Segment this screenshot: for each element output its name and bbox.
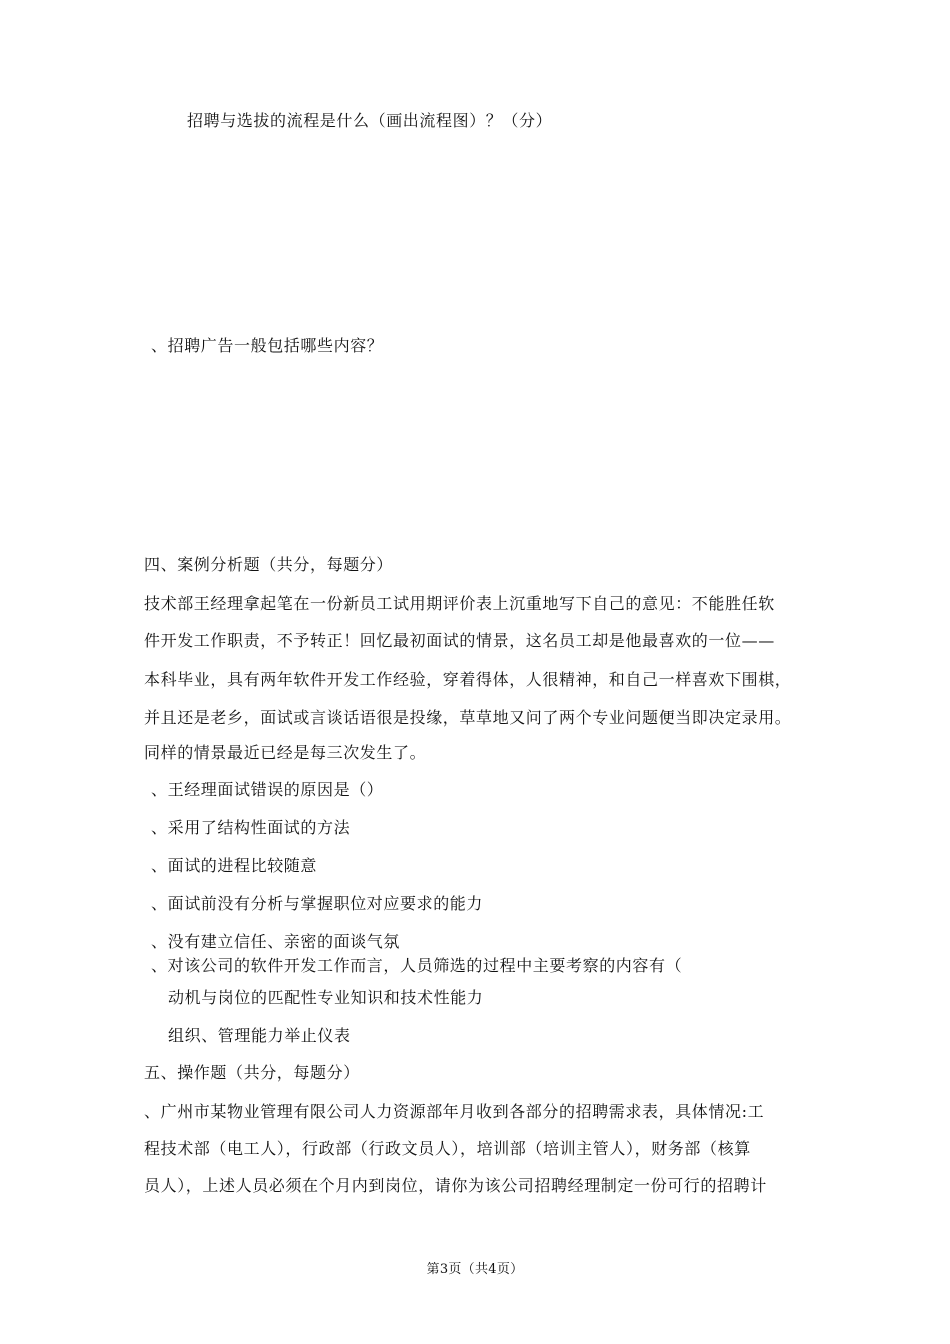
case-question-1: 、王经理面试错误的原因是（） (151, 780, 384, 799)
case-question-1-option: 、面试的进程比较随意 (151, 856, 318, 875)
section-5-heading: 五、操作题（共分，每题分） (144, 1063, 360, 1082)
case-paragraph-line: 本科毕业，具有两年软件开发工作经验，穿着得体，人很精神，和自己一样喜欢下围棋， (144, 670, 792, 689)
operation-question-line: 、广州市某物业管理有限公司人力资源部年月收到各部分的招聘需求表，具体情况:工 (144, 1102, 765, 1121)
case-question-1-option: 、面试前没有分析与掌握职位对应要求的能力 (151, 894, 484, 913)
case-paragraph-line: 并且还是老乡，面试或言谈话语很是投缘，草草地又问了两个专业问题便当即决定录用。 (144, 708, 792, 727)
case-paragraph-line: 同样的情景最近已经是每三次发生了。 (144, 743, 427, 762)
case-paragraph-line: 件开发工作职责，不予转正！回忆最初面试的情景，这名员工却是他最喜欢的一位—— (144, 631, 775, 650)
case-question-2-option: 动机与岗位的匹配性专业知识和技术性能力 (168, 988, 484, 1007)
case-question-1-option: 、采用了结构性面试的方法 (151, 818, 351, 837)
operation-question-line: 程技术部（电工人），行政部（行政文员人），培训部（培训主管人），财务部（核算 (144, 1139, 751, 1158)
question-process: 招聘与选拔的流程是什么（画出流程图）？（分） (187, 111, 553, 130)
question-recruitment-ad: 、招聘广告一般包括哪些内容？ (151, 336, 384, 355)
operation-question-line: 员人），上述人员必须在个月内到岗位，请你为该公司招聘经理制定一份可行的招聘计 (144, 1176, 767, 1195)
case-question-1-option: 、没有建立信任、亲密的面谈气氛 (151, 932, 401, 951)
case-question-2: 、对该公司的软件开发工作而言，人员筛选的过程中主要考察的内容有（ (151, 956, 683, 975)
page-footer: 第3页（共4页） (426, 1262, 524, 1277)
case-question-2-option: 组织、管理能力举止仪表 (168, 1026, 351, 1045)
section-4-heading: 四、案例分析题（共分，每题分） (144, 555, 394, 574)
case-paragraph-line: 技术部王经理拿起笔在一份新员工试用期评价表上沉重地写下自己的意见：不能胜任软 (144, 594, 775, 613)
